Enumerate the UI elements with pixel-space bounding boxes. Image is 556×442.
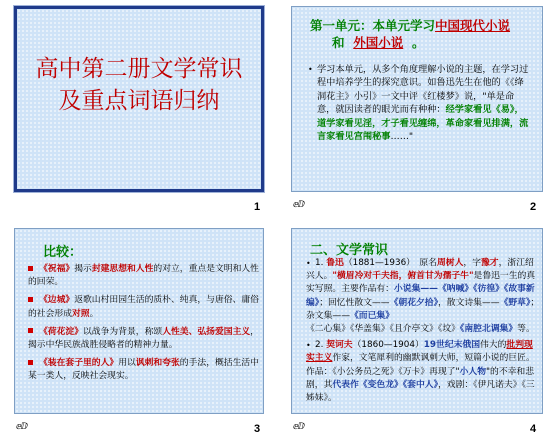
item-text: （1860—1904） — [352, 340, 424, 351]
slide-4-heading: 二、文学常识 — [310, 243, 389, 258]
list-item — [28, 294, 264, 320]
item-keyword: 对照 — [72, 308, 90, 319]
item-text: 揭示 — [74, 264, 92, 274]
item-keyword: "横眉冷对千夫指，俯首甘为孺子牛" — [332, 271, 474, 282]
slide-2-heading-text: 第一单元：本单元学习 — [310, 18, 436, 33]
item-number: 1. — [315, 258, 324, 268]
animation-icon[interactable]: ⅇⅅ — [293, 422, 304, 432]
slide-2-heading-and: 和 — [332, 35, 345, 50]
item-keyword: 批判现实主义 — [306, 340, 533, 364]
item-keyword: 讽刺和夸张 — [135, 358, 180, 369]
bullet-icon — [28, 266, 33, 271]
item-text: ，浙江绍兴人。 — [306, 258, 534, 282]
slide-2-heading — [310, 17, 540, 51]
item-keyword: 小人物 — [459, 366, 486, 377]
item-number: 2. — [315, 340, 324, 351]
slide-1-title-line-1: 高中第二册文学常识 — [35, 56, 243, 82]
item-text: 的对立，重点是文明和人性的回荣。 — [28, 264, 259, 288]
work-title: 《装在套子里的人》 — [39, 358, 119, 369]
slide-1-title-line-2: 及重点词语归纳 — [58, 88, 220, 114]
item-text: 是鲁迅一生的真实写照。主要作品有： — [306, 271, 536, 295]
slide-number-3: 3 — [254, 423, 261, 435]
list-item — [28, 326, 264, 352]
item-keyword: 代表作《变色龙》《套中人》 — [332, 379, 438, 390]
slide-3-list — [28, 263, 264, 389]
bullet-icon: • — [308, 65, 313, 74]
item-keyword: 《南腔北调集》 — [459, 324, 518, 335]
slide-number-1: 1 — [254, 201, 261, 213]
animation-icon[interactable]: ⅇⅅ — [16, 422, 27, 432]
work-title: 《祝福》 — [39, 264, 75, 274]
bullet-icon: • — [306, 259, 311, 268]
item-keyword: 《朝花夕拾》 — [389, 297, 438, 308]
slide-4-body — [306, 257, 540, 408]
bullet-icon: • — [306, 341, 311, 351]
slide-2-body-text: 学习本单元，从多个角度理解小说的主题，在学习过程中培养学生的探究意识。如鲁迅先生在他的《《绛洞花主》小引》一文中评《红楼梦》说，"单是命意，就因读者的眼光而有种种： — [317, 64, 529, 116]
slide-2-body-quote: 经学家看见《易》，道学家看见淫，才子看见缠绵，革命家看见排满，流言家看见宫闱秘事 — [317, 104, 529, 143]
item-keyword: 《野草》 — [499, 297, 531, 308]
item-text: 的手法，概括生活中某一类人，反映社会现实。 — [28, 358, 259, 382]
item-text: ，散文诗集—— — [437, 297, 500, 308]
item-keyword: 19世纪末俄国 — [423, 340, 481, 351]
list-item — [306, 257, 540, 336]
list-item — [306, 339, 540, 405]
work-title: 《荷花淀》 — [39, 326, 83, 337]
slide-1-title — [17, 53, 261, 117]
item-text: 。 — [89, 308, 99, 319]
item-keyword: 《而已集》 — [350, 310, 394, 321]
slide-number-4: 4 — [530, 423, 537, 435]
item-text: ；杂文集—— — [306, 297, 540, 321]
bullet-icon — [28, 297, 33, 302]
item-keyword: 周树人 — [436, 258, 464, 268]
list-item — [28, 357, 264, 383]
animation-icon[interactable]: ⅇⅅ — [293, 200, 304, 210]
item-text: ，字 — [463, 258, 481, 268]
item-text: 用以 — [118, 358, 136, 369]
slide-thumbnail-4[interactable] — [291, 228, 543, 414]
item-text: （1881—1936） 原名 — [343, 258, 437, 268]
item-text: ，戏剧：《伊凡诺夫》《三姊妹》。 — [306, 379, 535, 404]
slide-3-heading: 比较： — [43, 245, 83, 260]
slide-thumbnail-1[interactable] — [14, 6, 264, 192]
item-text: 返歌山村田园生活的质朴、纯真，与唐俗、庸俗的社会形成 — [28, 295, 259, 319]
item-text: "的不幸和悲剧，其 — [306, 366, 535, 390]
item-text: 《二心集》《华盖集》《且介亭文》《坟》 — [306, 324, 460, 335]
slide-thumbnail-3[interactable] — [14, 228, 264, 414]
work-title: 《边城》 — [39, 295, 75, 306]
item-text: 等。 — [517, 324, 535, 335]
item-keyword: 封建思想和人性 — [91, 264, 154, 274]
slide-2-body — [308, 63, 536, 143]
item-text: 作家，文笔犀利的幽默讽刺大师，短篇小说的巨匠。作品：《小公务员之死》《万卡》再现了" — [306, 353, 535, 377]
item-text: 伟大的 — [480, 340, 507, 351]
bullet-icon — [28, 360, 33, 365]
bullet-icon — [28, 328, 33, 333]
slide-2-heading-keyword-2: 外国小说 — [353, 35, 404, 50]
author-name: 鲁迅 — [326, 258, 344, 268]
author-name: 契诃夫 — [326, 340, 353, 351]
slide-2-heading-period: 。 — [411, 35, 425, 50]
slide-2-heading-keyword-1: 中国现代小说 — [435, 18, 511, 33]
item-keyword: 豫才 — [481, 258, 499, 268]
item-keyword: 小说集——《呐喊》《彷徨》《故事新编》 — [306, 284, 535, 308]
item-text: ；回忆性散文—— — [319, 297, 390, 308]
list-item — [28, 263, 264, 289]
item-text: 以战争为背景，称颂 — [83, 326, 163, 337]
item-text: ，揭示中华民族战胜侵略者的精神力量。 — [28, 326, 259, 351]
slide-2-body-ellipsis: ……" — [390, 131, 414, 143]
slide-thumbnail-2[interactable] — [291, 6, 543, 192]
slide-number-2: 2 — [530, 201, 537, 213]
item-keyword: 人性美、弘扬爱国主义 — [162, 326, 251, 337]
